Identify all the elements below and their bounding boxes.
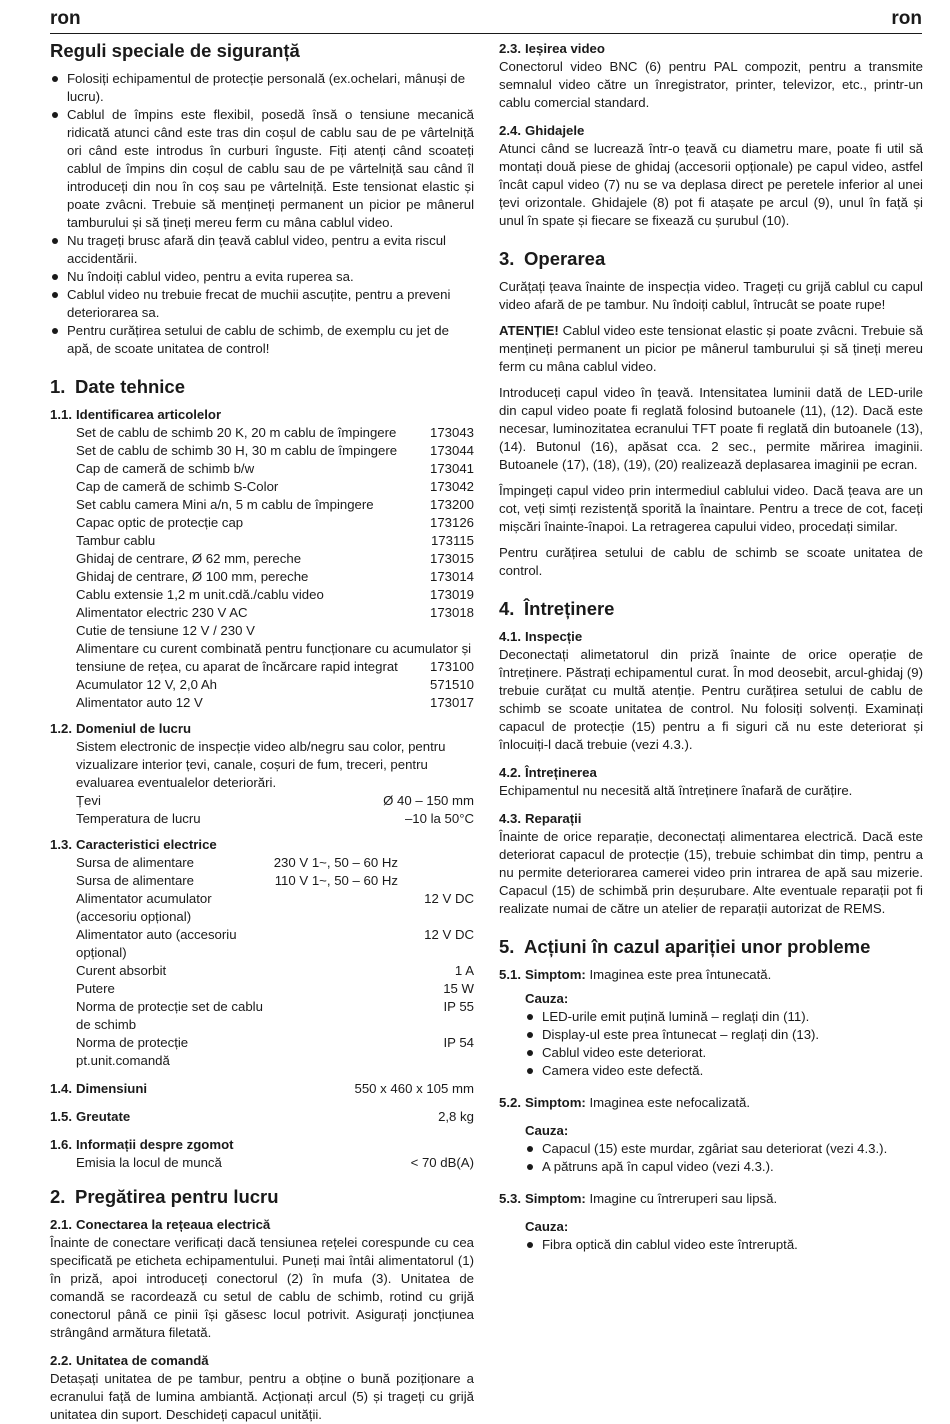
safety-list	[50, 70, 474, 358]
section-1-heading: 1. Date tehnice	[50, 376, 186, 397]
table-row: Alimentator auto (accesoriu opțional) 12 V DC	[76, 927, 474, 960]
symptom-line: 5.1. Simptom: Imaginea este prea întunecată.	[499, 967, 772, 982]
section-2-3-heading: 2.3. Ieșirea video	[499, 41, 605, 56]
safety-title: Reguli speciale de siguranță	[50, 40, 300, 61]
table-row: Alimentator electric 230 V AC 173018	[76, 605, 474, 620]
list-item: A pătruns apă în capul video (vezi 4.3.).	[525, 1158, 923, 1176]
table-row: Set cablu camera Mini a/n, 5 m cablu de împingere 173200	[76, 497, 474, 512]
table-row: Cap de cameră de schimb b/w 173041	[76, 461, 474, 476]
list-item: Cablul video nu trebuie frecat de muchii ascuțite, pentru a preveni deteriorarea sa.	[50, 286, 474, 322]
table-row: Sursa de alimentare 110 V 1~, 50 – 60 Hz	[76, 873, 398, 888]
list-item: Cablul video este deteriorat.	[525, 1044, 923, 1062]
table-row: Set de cablu de schimb 30 H, 30 m cablu de împingere 173044	[76, 443, 474, 458]
symptom-line: 5.3. Simptom: Imagine cu întreruperi sau lipsă.	[499, 1191, 778, 1206]
weight-value: 2,8 kg	[438, 1109, 474, 1124]
symptom-block	[499, 1190, 923, 1254]
table-row: Țevi Ø 40 – 150 mm	[76, 793, 474, 808]
control-unit-text: Detașați unitatea de pe tambur, pentru a obține o bună poziționare a ecranului față de lumina ambiantă. Acționați arcul (5) și trageți cu grijă unitatea din suport. Deschideți capacul unității.	[50, 1371, 474, 1422]
article-list	[50, 424, 474, 712]
section-2-1-heading: 2.1. Conectarea la rețeaua electrică	[50, 1217, 271, 1232]
operation-warning: ATENȚIE! Cablul video este tensionat elastic și poate zvâcni. Trebuie să mențineți permanent un picior pe mânerul tamburului și să țineți mereu ferm cu mâna cablul video.	[499, 323, 923, 374]
section-3-heading: 3. Operarea	[499, 248, 606, 269]
table-row: Alimentare cu curent combinată pentru funcționare cu acumulator și	[76, 641, 472, 656]
table-row: Cablu extensie 1,2 m unit.cdă./cablu video 173019	[76, 587, 474, 602]
table-row: Norma de protecție set de cablu de schimb IP 55	[76, 999, 474, 1032]
guides-text: Atunci când se lucrează într-o țeavă cu diametru mare, poate fi util să montați două piese de ghidaj (accesorii opționale) pe capul video, astfel încât capul video (7) nu se va deplasa direct pe peretele inferior al unei țevi orizontale. Ghidajele (8) pot fi atașate pe arcul (9), unul în față și unul în spate și fiecare se fixează cu șurubul (10).	[499, 141, 923, 228]
list-item: Pentru curățirea setului de cablu de schimb, de exemplu cu jet de apă, de scoate unitatea de control!	[50, 322, 474, 358]
list-item: Display-ul este prea întunecat – reglați din (13).	[525, 1026, 923, 1044]
cause-label: Cauza:	[525, 1219, 569, 1234]
operation-paragraph-5: Pentru curățirea setului de cablu de schimb se scoate unitatea de control.	[499, 545, 923, 578]
table-row: Ghidaj de centrare, Ø 62 mm, pereche 173015	[76, 551, 474, 566]
work-range-text: Sistem electronic de inspecție video alb/negru sau color, pentru vizualizare interior țevi, canale, coșuri de fum, treceri, pentru evaluarea eventualelor deteriorări.	[76, 739, 446, 790]
header-rule	[50, 33, 922, 34]
list-item: Capacul (15) este murdar, zgâriat sau deteriorat (vezi 4.3.).	[525, 1140, 923, 1158]
table-row: Temperatura de lucru –10 la 50°C	[76, 811, 474, 826]
list-item: Camera video este defectă.	[525, 1062, 923, 1080]
cause-label: Cauza:	[525, 1123, 569, 1138]
list-item: Nu îndoiți cablul video, pentru a evita ruperea sa.	[50, 268, 474, 286]
dimensions-value: 550 x 460 x 105 mm	[354, 1081, 474, 1096]
section-4-1-heading: 4.1. Inspecție	[499, 629, 583, 644]
symptom-block	[499, 966, 923, 1080]
section-2-4-heading: 2.4. Ghidajele	[499, 123, 585, 138]
table-row: Curent absorbit 1 A	[76, 963, 474, 978]
table-row: Cap de cameră de schimb S-Color 173042	[76, 479, 474, 494]
warning-label: ATENȚIE!	[499, 323, 559, 338]
section-1-4-heading: 1.4. Dimensiuni 550 x 460 x 105 mm	[50, 1081, 474, 1096]
symptom-line: 5.2. Simptom: Imaginea este nefocalizată.	[499, 1095, 751, 1110]
table-row: tensiune de rețea, cu aparat de încărcare rapid integrat 173100	[76, 659, 474, 674]
table-row: Alimentator auto 12 V 173017	[76, 695, 474, 710]
operation-paragraph-3: Introduceți capul video în țeavă. Intensitatea luminii dată de LED-urile din capul video poate fi reglată folosind butoanele (11), (12). Dacă este necesar, luminozitatea ecranului TFT poate fi reglată din butoanele (13), (14). Butonul (16), apăsat cca. 2 sec., permite mărirea imaginii. Butoanele (17), (18), (19), (20) realizează deplasarea imaginii pe ecran.	[499, 385, 923, 472]
inspection-text: Deconectați alimetatorul din priză înainte de orice operație de întreținere. Păstrați echipamentul curat. În mod deosebit, arcul-ghidaj (9) trebuie curățat cu multă atenție. Pentru curățirea setului de cablu de schimb se scoate unitatea de control. Nu folosiți solvenți. Examinați capacul de protecție (15) pentru a fi siguri că nu este deteriorat și înlocuiți-l dacă trebuie (vezi 4.3.).	[499, 647, 923, 752]
table-row: Emisia la locul de muncă < 70 dB(A)	[76, 1155, 474, 1170]
symptom-block	[499, 1094, 923, 1176]
section-4-heading: 4. Întreținere	[499, 598, 615, 619]
section-5-heading: 5. Acțiuni în cazul apariției unor probleme	[499, 936, 871, 957]
table-row: Alimentator acumulator (accesoriu opțional) 12 V DC	[76, 891, 474, 924]
header-language-left: ron	[50, 8, 81, 29]
maintenance-text: Echipamentul nu necesită altă întreținere înafară de curățire.	[499, 783, 853, 798]
left-column	[50, 40, 474, 1424]
list-item: Cablul de împins este flexibil, posedă însă o tensiune mecanică ridicată atunci când este tras din coșul de cablu sau de pe vârtelniță ori când este introdus în curburi înguste. Fiți atenți când scoateți cablul de împins din coșul de cablu sau de pe vârtelniță sau când îl introduceți din nou în coș sau pe vârtelniță. Este tensionat elastic și poate zvâcni. Trebuie să mențineți permanent un picior pe mânerul tamburului și să țineți mereu ferm cu mâna cablul video.	[50, 106, 474, 232]
table-row: Norma de protecție pt.unit.comandă IP 54	[76, 1035, 474, 1068]
table-row: Sursa de alimentare 230 V 1~, 50 – 60 Hz	[76, 855, 398, 870]
repairs-text: Înainte de orice reparație, deconectați alimentarea electrică. Dacă este deteriorat capacul de protecție (15), trebuie schimbat din timp, pentru a nu permite deteriorarea camerei video prin intrarea de apă sau mizerie. Capacul (15) de schimbă prin deșurubare. Alte eventuale reparații pot fi realizate numai de către un atelier de reparații autorizat de REMS.	[499, 829, 923, 916]
table-row: Tambur cablu 173115	[76, 533, 474, 548]
section-4-3-heading: 4.3. Reparații	[499, 811, 582, 826]
section-1-5-heading: 1.5. Greutate 2,8 kg	[50, 1109, 474, 1124]
section-4-2-heading: 4.2. Întreținerea	[499, 765, 597, 780]
table-row: Set de cablu de schimb 20 K, 20 m cablu de împingere 173043	[76, 425, 474, 440]
section-1-3-heading: 1.3. Caracteristici electrice	[50, 837, 217, 852]
right-column	[499, 40, 923, 1254]
list-item: Fibra optică din cablul video este întreruptă.	[525, 1236, 923, 1254]
video-output-text: Conectorul video BNC (6) pentru PAL compozit, pentru a transmite semnalul video către un înregistrator, printer, televizor, etc., printr-un cablu comercial standard.	[499, 59, 923, 110]
table-row: Putere 15 W	[76, 981, 474, 996]
table-row: Capac optic de protecție cap 173126	[76, 515, 474, 530]
operation-paragraph-4: Împingeți capul video prin intermediul cablului video. Dacă țeava are un cot, veți simți rezistență sporită la înaintare. Pentru a trece de cot, faceți mișcări înainte-înapoi. La retragerea capului video, procedați similar.	[499, 483, 923, 534]
table-row: Ghidaj de centrare, Ø 100 mm, pereche 173014	[76, 569, 474, 584]
operation-paragraph-1: Curățați țeava înainte de inspecția video. Trageți cu grijă cablul cu capul video afară de pe tambur. Nu îndoiți cablul, întrucât se poate rupe!	[499, 279, 923, 312]
header-language-right: ron	[891, 8, 922, 29]
list-item: Folosiți echipamentul de protecție personală (ex.ochelari, mânuși de lucru).	[50, 70, 474, 106]
table-row: Cutie de tensiune 12 V / 230 V	[76, 623, 255, 638]
table-row: Acumulator 12 V, 2,0 Ah 571510	[76, 677, 474, 692]
power-connection-text: Înainte de conectare verificați dacă tensiunea rețelei corespunde cu cea specificată pe eticheta echipamentului. Puneți mai întâi alimentatorul (1) în priză, apoi introduceți conectorul (2) în mufa (3). Unitatea de comandă se racordează cu setul de cablu de schimb, rotind cu grijă conectorul până ce pinii își găsesc locul potrivit. Asigurați joncțiunea strângând armătura filetată.	[50, 1235, 474, 1340]
list-item: Nu trageți brusc afară din țeavă cablul video, pentru a evita riscul accidentării.	[50, 232, 474, 268]
section-1-2-heading: 1.2. Domeniul de lucru	[50, 721, 192, 736]
list-item: LED-urile emit puțină lumină – reglați din (11).	[525, 1008, 923, 1026]
section-1-6-heading: 1.6. Informații despre zgomot	[50, 1137, 234, 1152]
cause-label: Cauza:	[525, 991, 569, 1006]
section-2-heading: 2. Pregătirea pentru lucru	[50, 1186, 279, 1207]
section-1-1-heading: 1.1. Identificarea articolelor	[50, 407, 222, 422]
section-2-2-heading: 2.2. Unitatea de comandă	[50, 1353, 209, 1368]
